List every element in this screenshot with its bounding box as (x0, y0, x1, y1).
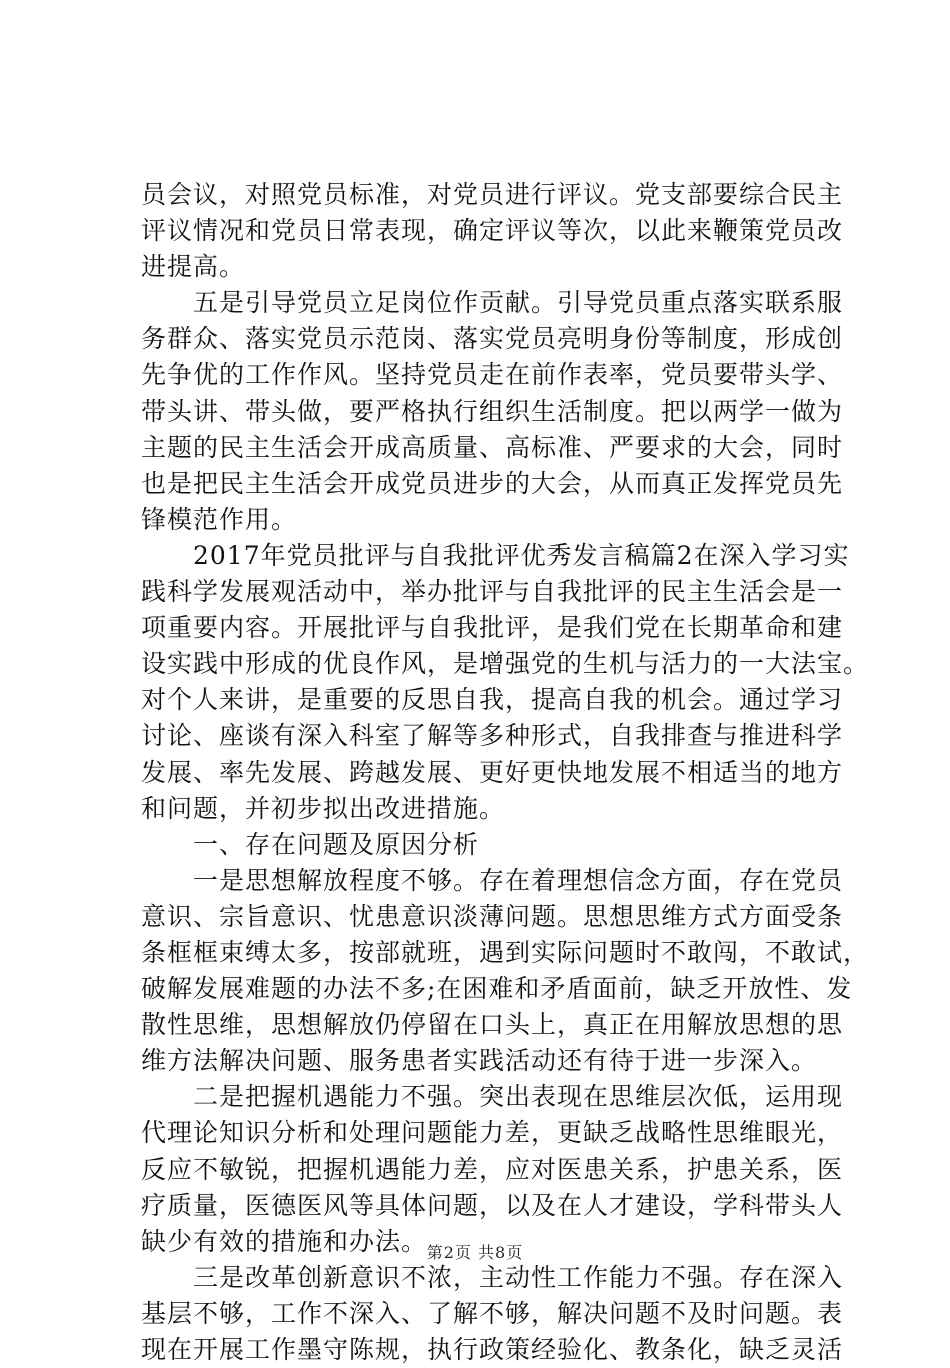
text-line: 三是改革创新意识不浓，主动性工作能力不强。存在深入 (141, 1262, 844, 1292)
page-footer: 第2页 共8页 (426, 1243, 524, 1262)
text-line: 条框框束缚太多，按部就班，遇到实际问题时不敢闯，不敢试， (141, 937, 870, 967)
text-line: 员会议，对照党员标准，对党员进行评议。党支部要综合民主 (141, 180, 844, 209)
section-heading: 一、存在问题及原因分析 (141, 829, 480, 859)
text-line: 维方法解决问题、服务患者实践活动还有待于进一步深入。 (141, 1046, 818, 1076)
text-line: 也是把民主生活会开成党员进步的大会，从而真正发挥党员先 (141, 468, 844, 498)
text-line: 设实践中形成的优良作风，是增强党的生机与活力的一大法宝。 (141, 649, 870, 679)
text-line: 2017年党员批评与自我批评优秀发言稿篇2在深入学习实 (141, 540, 850, 570)
text-line: 带头讲、带头做，要严格执行组织生活制度。把以两学一做为 (141, 396, 844, 426)
body-text (141, 177, 870, 1368)
text-line: 意识、宗旨意识、忧患意识淡薄问题。思想思维方式方面受条 (141, 901, 844, 931)
text-line: 缺少有效的措施和办法。 (141, 1226, 428, 1256)
text-line: 发展、率先发展、跨越发展、更好更快地发展不相适当的地方 (141, 757, 844, 787)
text-line: 疗质量，医德医风等具体问题，以及在人才建设，学科带头人 (141, 1190, 844, 1220)
text-line: 现在开展工作墨守陈规，执行政策经验化、教条化，缺乏灵活 (141, 1335, 844, 1364)
text-line: 一是思想解放程度不够。存在着理想信念方面，存在党员 (141, 865, 844, 895)
text-line: 进提高。 (141, 252, 246, 282)
text-line: 践科学发展观活动中，举办批评与自我批评的民主生活会是一 (141, 577, 844, 607)
text-line: 和问题，并初步拟出改进措施。 (141, 793, 506, 823)
text-line: 评议情况和党员日常表现，确定评议等次，以此来鞭策党员改 (141, 216, 844, 246)
text-line: 锋模范作用。 (141, 504, 298, 534)
text-line: 二是把握机遇能力不强。突出表现在思维层次低，运用现 (141, 1082, 844, 1112)
text-line: 破解发展难题的办法不多;在困难和矛盾面前，缺乏开放性、发 (141, 974, 853, 1004)
text-line: 务群众、落实党员示范岗、落实党员亮明身份等制度，形成创 (141, 324, 844, 354)
text-line: 先争优的工作作风。坚持党员走在前作表率，党员要带头学、 (141, 360, 844, 390)
text-line: 主题的民主生活会开成高质量、高标准、严要求的大会，同时 (141, 432, 844, 462)
text-line: 反应不敏锐，把握机遇能力差，应对医患关系，护患关系，医 (141, 1154, 844, 1184)
text-line: 项重要内容。开展批评与自我批评，是我们党在长期革命和建 (141, 613, 844, 643)
text-line: 基层不够，工作不深入、了解不够，解决问题不及时问题。表 (141, 1298, 844, 1328)
text-line: 对个人来讲，是重要的反思自我，提高自我的机会。通过学习 (141, 685, 844, 715)
text-line: 代理论知识分析和处理问题能力差，更缺乏战略性思维眼光， (141, 1118, 844, 1148)
text-line: 散性思维，思想解放仍停留在口头上，真正在用解放思想的思 (141, 1010, 844, 1040)
text-line: 五是引导党员立足岗位作贡献。引导党员重点落实联系服 (141, 288, 844, 318)
text-line: 讨论、座谈有深入科室了解等多种形式，自我排查与推进科学 (141, 721, 844, 751)
